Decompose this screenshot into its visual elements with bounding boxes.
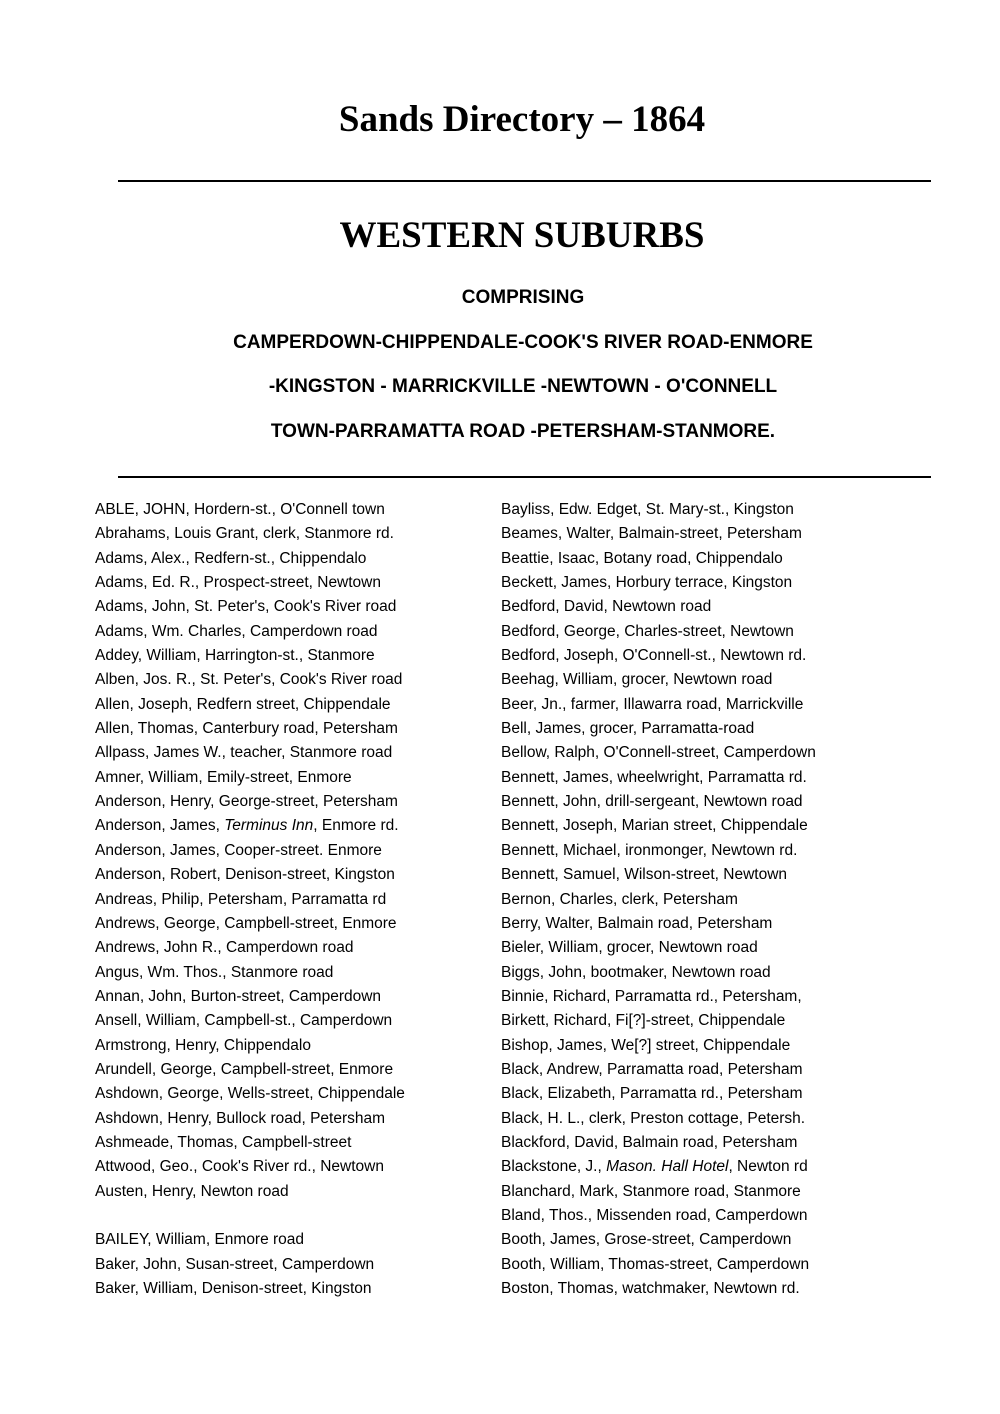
directory-entry: Beames, Walter, Balmain-street, Petersham: [501, 525, 802, 543]
directory-entry: Bennett, John, drill-sergeant, Newtown road: [501, 793, 803, 811]
page-title: Sands Directory – 1864: [338, 99, 706, 140]
directory-entry: Arundell, George, Campbell-street, Enmore: [95, 1060, 394, 1078]
directory-entry: Amner, William, Emily-street, Enmore: [95, 768, 352, 786]
directory-entry: Bernon, Charles, clerk, Petersham: [501, 890, 738, 908]
entry-business-name: Mason. Hall Hotel: [606, 1158, 729, 1176]
directory-entry: Bennett, Michael, ironmonger, Newtown rd.: [501, 841, 798, 859]
directory-entry: Birkett, Richard, Fi[?]-street, Chippendale: [501, 1012, 786, 1030]
directory-entry: Andrews, John R., Camperdown road: [95, 939, 354, 957]
directory-entry: Allpass, James W., teacher, Stanmore road: [95, 744, 393, 762]
directory-entry: Bennett, Samuel, Wilson-street, Newtown: [501, 866, 788, 884]
entry-address: , Newton rd: [728, 1158, 808, 1176]
entry-address: , Enmore rd.: [313, 817, 399, 835]
directory-entry: Blackford, David, Balmain road, Petersham: [501, 1133, 798, 1151]
directory-entry: Ashdown, George, Wells-street, Chippendale: [95, 1085, 405, 1103]
directory-entry: Baker, John, Susan-street, Camperdown: [95, 1255, 375, 1273]
directory-entry: Black, H. L., clerk, Preston cottage, Petersh.: [501, 1109, 806, 1127]
directory-entry: Bedford, David, Newtown road: [501, 598, 712, 616]
directory-entry: Beattie, Isaac, Botany road, Chippendalo: [501, 549, 783, 567]
entry-name: Anderson, James,: [95, 817, 225, 835]
directory-entry: Bieler, William, grocer, Newtown road: [501, 939, 758, 957]
directory-entry: Anderson, Henry, George-street, Petersham: [95, 793, 398, 811]
directory-entry: Annan, John, Burton-street, Camperdown: [95, 987, 382, 1005]
directory-entry: Anderson, James, Cooper-street. Enmore: [95, 841, 382, 859]
directory-entry: ABLE, JOHN, Hordern-st., O'Connell town: [95, 501, 385, 518]
directory-entry: Andreas, Philip, Petersham, Parramatta rd: [95, 890, 387, 908]
directory-entry: Bennett, James, wheelwright, Parramatta rd.: [501, 768, 807, 786]
directory-entry: Abrahams, Louis Grant, clerk, Stanmore rd.: [95, 525, 394, 543]
directory-entry: Bellow, Ralph, O'Connell-street, Camperdown: [501, 744, 816, 762]
directory-entry: Bedford, Joseph, O'Connell-st., Newtown rd.: [501, 647, 807, 665]
directory-entry: Austen, Henry, Newton road: [95, 1182, 289, 1200]
right-column: [501, 498, 901, 1301]
directory-entry: Berry, Walter, Balmain road, Petersham: [501, 914, 773, 932]
subtitle-line: -KINGSTON - MARRICKVILLE -NEWTOWN - O'CONNELL: [268, 376, 778, 397]
directory-entry: Beckett, James, Horbury terrace, Kingston: [501, 574, 793, 592]
bottom-divider: [118, 476, 931, 478]
subtitle-line: COMPRISING: [461, 287, 585, 308]
directory-entry: Bishop, James, We[?] street, Chippendale: [501, 1036, 791, 1054]
directory-entry: Ansell, William, Campbell-st., Camperdown: [95, 1012, 393, 1030]
directory-entry: Adams, Alex., Redfern-st., Chippendalo: [95, 549, 367, 567]
entry-business-name: Terminus Inn: [224, 817, 314, 835]
directory-entry: Beer, Jn., farmer, Illawarra road, Marrickville: [501, 695, 804, 713]
top-divider: [118, 180, 931, 182]
directory-entry: Boston, Thomas, watchmaker, Newtown rd.: [501, 1280, 800, 1297]
directory-entry: BAILEY, William, Enmore road: [95, 1231, 305, 1249]
directory-entry: Blanchard, Mark, Stanmore road, Stanmore: [501, 1182, 801, 1200]
directory-entry: Bayliss, Edw. Edget, St. Mary-st., Kingston: [501, 501, 794, 518]
directory-entry: Ashmeade, Thomas, Campbell-street: [95, 1133, 352, 1151]
directory-entry: Black, Andrew, Parramatta road, Petersham: [501, 1060, 803, 1078]
directory-entry: Adams, Ed. R., Prospect-street, Newtown: [95, 574, 381, 592]
section-heading: WESTERN SUBURBS: [339, 215, 705, 256]
directory-entry: Biggs, John, bootmaker, Newtown road: [501, 963, 771, 981]
directory-entry: [501, 1155, 901, 1179]
directory-entry: Alben, Jos. R., St. Peter's, Cook's River road: [95, 671, 403, 689]
directory-entry: Allen, Joseph, Redfern street, Chippendale: [95, 695, 391, 713]
directory-entry: Adams, Wm. Charles, Camperdown road: [95, 622, 378, 640]
directory-entry: Beehag, William, grocer, Newtown road: [501, 671, 773, 689]
directory-entry: Adams, John, St. Peter's, Cook's River road: [95, 598, 397, 616]
directory-entry: Baker, William, Denison-street, Kingston: [95, 1280, 372, 1297]
directory-entry: Bedford, George, Charles-street, Newtown: [501, 622, 794, 640]
directory-entry: Binnie, Richard, Parramatta rd., Petersham,: [501, 987, 802, 1005]
directory-entry: Addey, William, Harrington-st., Stanmore: [95, 647, 375, 665]
directory-entry: Booth, William, Thomas-street, Camperdown: [501, 1255, 810, 1273]
subtitle-line: TOWN-PARRAMATTA ROAD -PETERSHAM-STANMORE.: [270, 421, 776, 442]
directory-entry: Andrews, George, Campbell-street, Enmore: [95, 914, 397, 932]
directory-entry: Ashdown, Henry, Bullock road, Petersham: [95, 1109, 386, 1127]
directory-entry: Black, Elizabeth, Parramatta rd., Petersham: [501, 1085, 803, 1103]
directory-entry: Armstrong, Henry, Chippendalo: [95, 1036, 311, 1054]
directory-entry: Bell, James, grocer, Parramatta-road: [501, 720, 755, 738]
directory-entry: Bland, Thos., Missenden road, Camperdown: [501, 1206, 808, 1224]
directory-entry: Booth, James, Grose-street, Camperdown: [501, 1231, 792, 1249]
entry-name: Blackstone, J.,: [501, 1158, 607, 1176]
directory-entry: Anderson, Robert, Denison-street, Kingston: [95, 866, 395, 884]
left-column: [95, 498, 485, 1301]
directory-entry: Angus, Wm. Thos., Stanmore road: [95, 963, 334, 981]
directory-entry: Allen, Thomas, Canterbury road, Petersham: [95, 720, 398, 738]
section-gap: [95, 1204, 485, 1228]
directory-entry: Attwood, Geo., Cook's River rd., Newtown: [95, 1158, 384, 1176]
directory-entry: [95, 814, 485, 838]
subtitle-line: CAMPERDOWN-CHIPPENDALE-COOK'S RIVER ROAD-ENMORE: [233, 332, 813, 353]
directory-entry: Bennett, Joseph, Marian street, Chippendale: [501, 817, 808, 835]
